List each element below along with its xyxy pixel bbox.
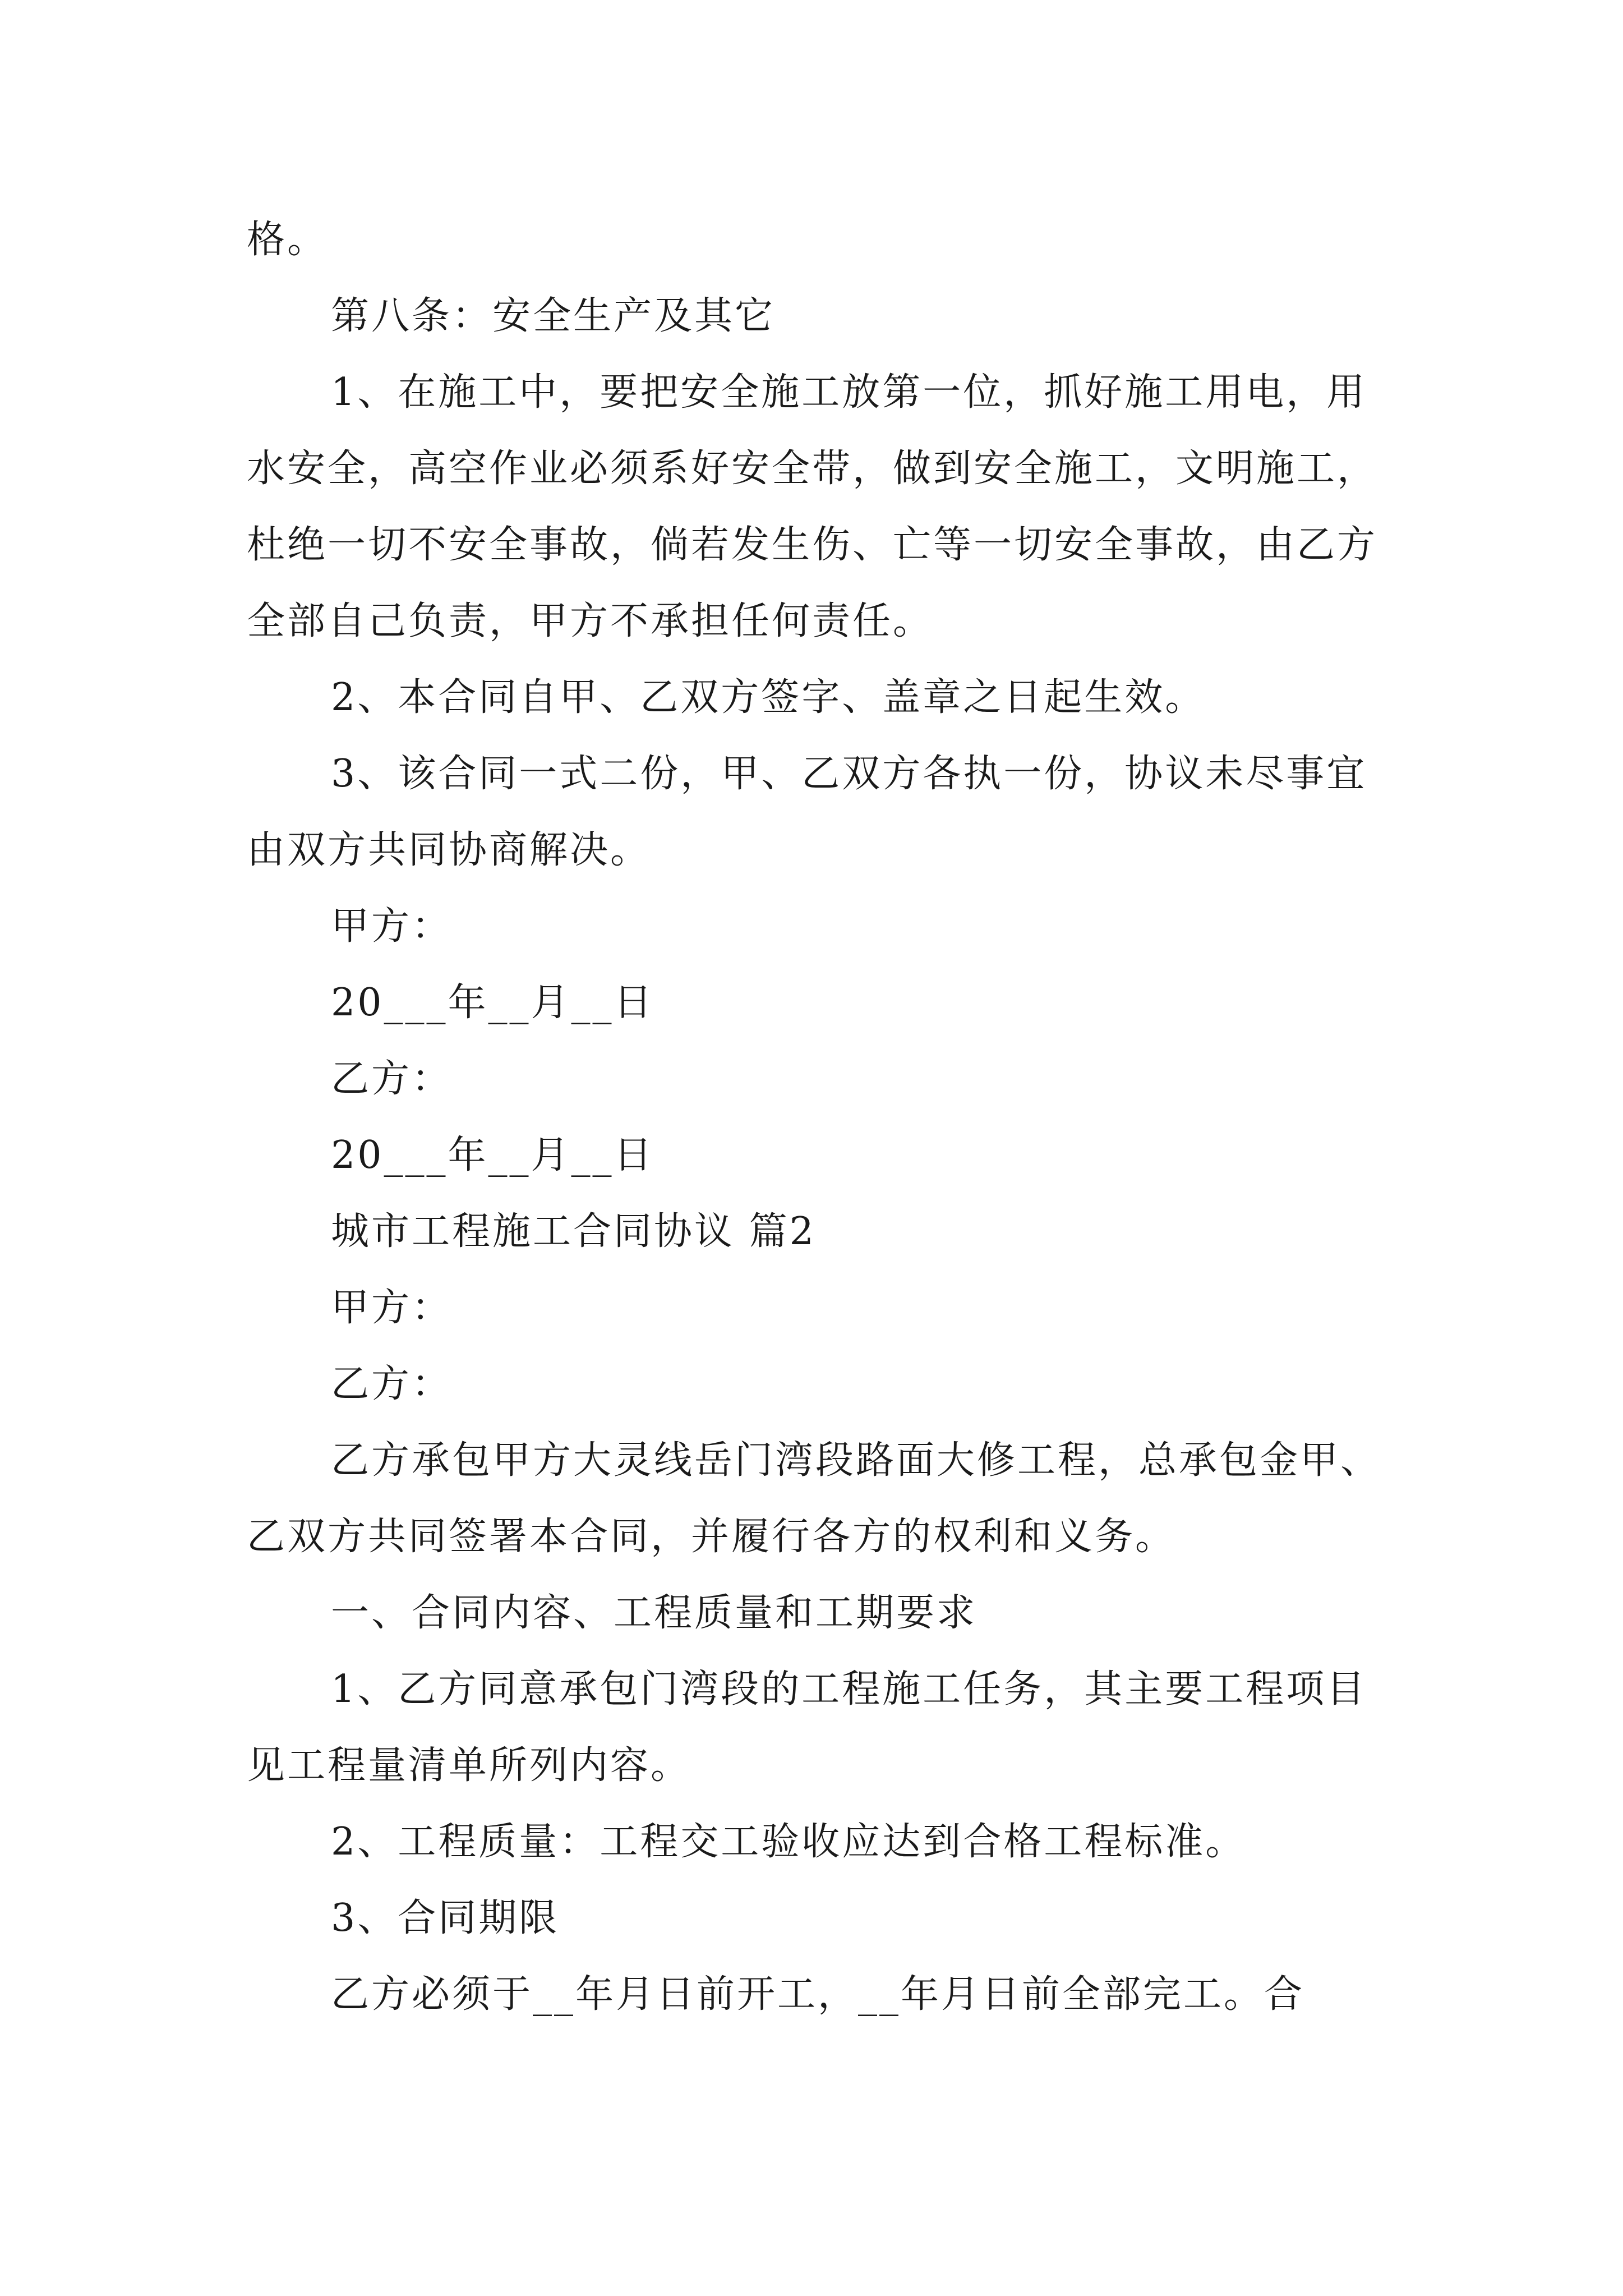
document-body [247,202,1391,2033]
chapter-1-clause-1: 1、乙方同意承包门湾段的工程施工任务，其主要工程项目见工程量清单所列内容。 [247,1667,1367,1788]
party-b-signature-label: 乙方： [331,1057,453,1101]
party-a-date-line: 20___年__月__日 [331,981,654,1025]
chapter-1-clause-2: 2、工程质量：工程交工验收应达到合格工程标准。 [331,1820,1246,1864]
chapter-1-heading: 一、合同内容、工程质量和工期要求 [331,1591,978,1635]
contract-period-text: 乙方必须于__年月日前开工，__年月日前全部完工。合 [331,1972,1305,2017]
article-8-clause-1: 1、在施工中，要把安全施工放第一位，抓好施工用电，用水安全，高空作业必须系好安全带，做到安全施工，文明施工，杜绝一切不安全事故，倘若发生伤、亡等一切安全事故，由乙方全部自己负责，甲方不承担任何责任。 [247,370,1378,643]
article-8-clause-2: 2、本合同自甲、乙双方签字、盖章之日起生效。 [331,675,1206,720]
paragraph-continuation: 格。 [247,218,328,262]
party-b-date-line: 20___年__月__日 [331,1133,654,1177]
chapter-1-clause-3-heading: 3、合同期限 [331,1896,560,1940]
article-8-heading: 第八条：安全生产及其它 [331,294,776,338]
section-title-part-2: 城市工程施工合同协议 篇2 [331,1209,816,1254]
party-a-signature-label: 甲方： [331,904,453,949]
party-a-label: 甲方： [331,1286,453,1330]
party-b-label: 乙方： [331,1362,453,1406]
article-8-clause-3: 3、该合同一式二份，甲、乙双方各执一份，协议未尽事宜由双方共同协商解决。 [247,752,1367,872]
intro-paragraph: 乙方承包甲方大灵线岳门湾段路面大修工程，总承包金甲、乙双方共同签署本合同，并履行各方的权利和义务。 [247,1438,1381,1559]
